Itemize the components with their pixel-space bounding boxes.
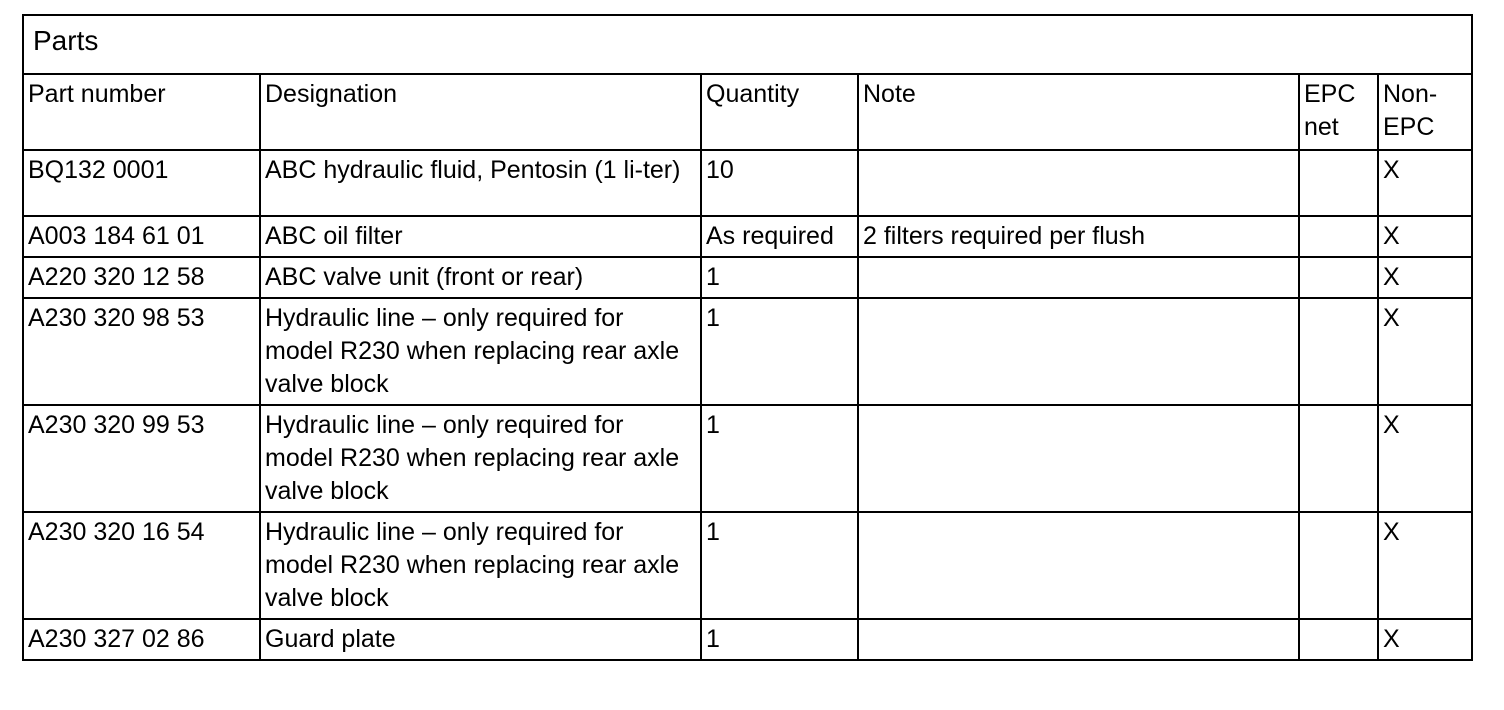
cell-quantity: 1 <box>701 619 858 660</box>
header-part-number: Part number <box>23 74 260 150</box>
table-row <box>23 257 1472 298</box>
cell-epc-net <box>1299 257 1378 298</box>
table-title-row <box>23 15 1472 74</box>
cell-note <box>858 405 1299 512</box>
cell-part-number: BQ132 0001 <box>23 150 260 216</box>
cell-epc-net <box>1299 298 1378 405</box>
cell-quantity: As required <box>701 216 858 257</box>
header-epc-net: EPC net <box>1299 74 1378 150</box>
table-header-row <box>23 74 1472 150</box>
cell-part-number: A230 320 99 53 <box>23 405 260 512</box>
header-quantity: Quantity <box>701 74 858 150</box>
table-row <box>23 512 1472 619</box>
cell-note <box>858 257 1299 298</box>
cell-designation: Hydraulic line – only required for model R230 when replacing rear axle valve block <box>260 512 701 619</box>
table-row <box>23 216 1472 257</box>
cell-quantity: 1 <box>701 298 858 405</box>
cell-quantity: 1 <box>701 512 858 619</box>
table-row <box>23 150 1472 216</box>
cell-part-number: A230 327 02 86 <box>23 619 260 660</box>
cell-non-epc: X <box>1378 512 1472 619</box>
cell-designation: ABC valve unit (front or rear) <box>260 257 701 298</box>
cell-epc-net <box>1299 619 1378 660</box>
cell-non-epc: X <box>1378 257 1472 298</box>
cell-note <box>858 150 1299 216</box>
table-row <box>23 405 1472 512</box>
table-row <box>23 619 1472 660</box>
cell-note <box>858 512 1299 619</box>
cell-designation: ABC oil filter <box>260 216 701 257</box>
table-title: Parts <box>23 15 1472 74</box>
cell-epc-net <box>1299 512 1378 619</box>
cell-designation: Hydraulic line – only required for model R230 when replacing rear axle valve block <box>260 405 701 512</box>
cell-part-number: A003 184 61 01 <box>23 216 260 257</box>
cell-part-number: A220 320 12 58 <box>23 257 260 298</box>
parts-table <box>22 14 1473 661</box>
cell-designation: Guard plate <box>260 619 701 660</box>
cell-epc-net <box>1299 150 1378 216</box>
cell-quantity: 10 <box>701 150 858 216</box>
cell-part-number: A230 320 16 54 <box>23 512 260 619</box>
table-row <box>23 298 1472 405</box>
cell-note <box>858 619 1299 660</box>
cell-non-epc: X <box>1378 405 1472 512</box>
cell-epc-net <box>1299 405 1378 512</box>
cell-designation: ABC hydraulic fluid, Pentosin (1 li-ter) <box>260 150 701 216</box>
cell-designation: Hydraulic line – only required for model R230 when replacing rear axle valve block <box>260 298 701 405</box>
cell-non-epc: X <box>1378 216 1472 257</box>
header-note: Note <box>858 74 1299 150</box>
cell-note: 2 filters required per flush <box>858 216 1299 257</box>
cell-non-epc: X <box>1378 619 1472 660</box>
header-designation: Designation <box>260 74 701 150</box>
cell-non-epc: X <box>1378 298 1472 405</box>
cell-quantity: 1 <box>701 405 858 512</box>
cell-non-epc: X <box>1378 150 1472 216</box>
cell-part-number: A230 320 98 53 <box>23 298 260 405</box>
cell-note <box>858 298 1299 405</box>
cell-epc-net <box>1299 216 1378 257</box>
header-non-epc: Non-EPC <box>1378 74 1472 150</box>
cell-quantity: 1 <box>701 257 858 298</box>
